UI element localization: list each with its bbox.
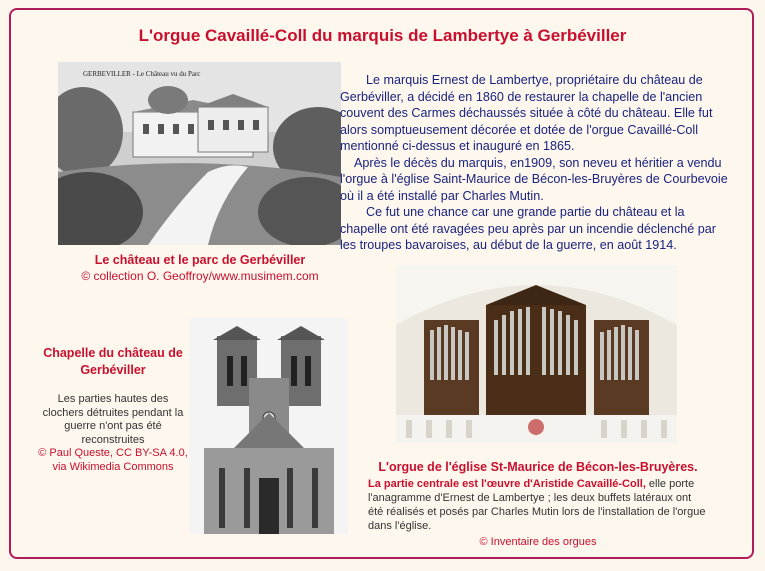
page-title: L'orgue Cavaillé-Coll du marquis de Lambertye à Gerbéviller	[138, 26, 627, 45]
orgue-photo	[396, 265, 677, 443]
chapelle-photo	[189, 318, 348, 534]
chapelle-caption	[38, 345, 188, 474]
orgue-caption-title: L'orgue de l'église St-Maurice de Bécon-les-Bruyères.	[378, 460, 698, 474]
orgue-caption-description	[368, 477, 708, 533]
chapelle-caption-title: Chapelle du château de Gerbéviller	[43, 346, 183, 377]
chateau-caption-title: Le château et le parc de Gerbéviller	[94, 253, 306, 267]
orgue-caption	[368, 460, 708, 548]
orgue-caption-text: elle porte l'anagramme d'Ernest de Lambertye ; les deux buffets latéraux ont été réalisés et posés par Charles Mutin lors de l'installation de l'orgue dans l'église.	[368, 478, 706, 532]
orgue-caption-highlight: La partie centrale est l'œuvre d'Aristide Cavaillé-Coll,	[368, 478, 646, 490]
paragraph-3: Ce fut une chance car une grande partie du château et la chapelle ont été ravagées peu après par un incendie déclenché par les troupes bavaroises, au début de la guerre, en août 1914.	[340, 205, 716, 252]
paragraph-2: Après le décès du marquis, en1909, son neveu et héritier a vendu l'orgue à l'église Saint-Maurice de Bécon-les-Bruyères de Courbevoie où il a été installé par Charles Mutin.	[340, 155, 728, 203]
chateau-caption-credit: © collection O. Geoffroy/www.musimem.com	[81, 269, 319, 283]
chateau-photo	[58, 62, 341, 245]
paragraph-1: Le marquis Ernest de Lambertye, propriétaire du château de Gerbéviller, a décidé en 1860 de restaurer la chapelle de l'ancien couvent des Carmes déchaussés située à côté du château. Elle fut alors somptueusement décorée et dotée de l'orgue Cavaillé-Coll mentionné ci-dessus et inauguré en 1865.	[340, 73, 713, 153]
chapelle-caption-description: Les parties hautes des clochers détruites pendant la guerre n'ont pas été reconstruites	[42, 393, 184, 446]
chapelle-caption-credit: © Paul Queste, CC BY-SA 4.0, via Wikimedia Commons	[38, 447, 188, 473]
chateau-photo-inscription: GERBEVILLER - Le Château vu du Parc	[83, 70, 201, 78]
main-text	[340, 72, 728, 254]
chateau-caption	[60, 253, 340, 283]
orgue-caption-credit: © Inventaire des orgues	[479, 536, 597, 548]
